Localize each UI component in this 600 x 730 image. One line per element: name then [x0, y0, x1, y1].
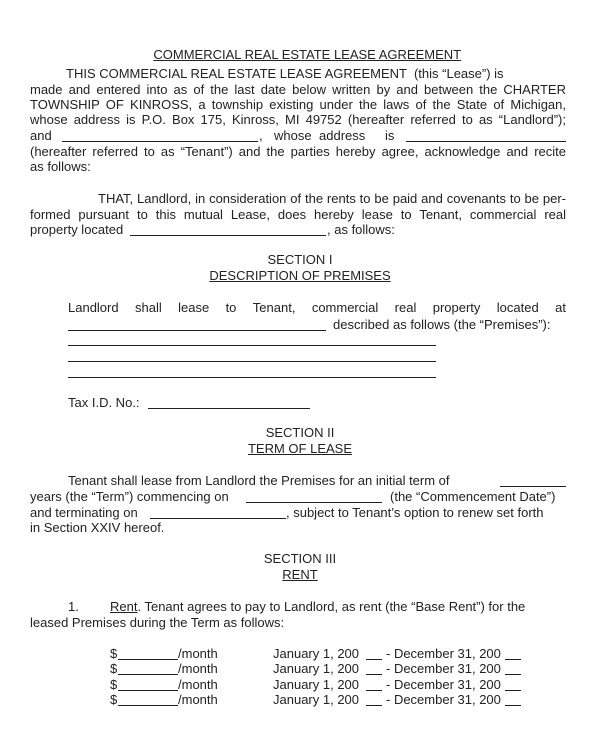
rent-line-1 [110, 599, 525, 614]
section-3-subheading: RENT [282, 567, 318, 582]
rent-start: January 1, 200 [273, 646, 360, 661]
section-1-word: property [432, 300, 481, 315]
that-line-2: formed pursuant to this mutual Lease, does hereby lease to Tenant, commercial real [30, 207, 566, 222]
rent-start-year-blank[interactable] [366, 674, 382, 675]
rent-dollar-sign: $ [110, 677, 118, 692]
document-title-text: COMMERCIAL REAL ESTATE LEASE AGREEMENT [153, 47, 462, 62]
rent-end-year-blank[interactable] [505, 690, 521, 691]
rent-dollar-sign: $ [110, 692, 118, 707]
rent-amount-blank[interactable] [118, 705, 178, 706]
rent-end-year-blank[interactable] [505, 659, 521, 660]
rent-start-year-blank[interactable] [366, 705, 382, 706]
tenant-name-blank[interactable] [62, 141, 258, 142]
commencement-date-blank[interactable] [246, 502, 382, 503]
intro-line-2: made and entered into as of the last date below written by and between the CHARTER [30, 82, 566, 97]
section-2-terminating-label: and terminating on [30, 505, 138, 520]
section-2-commencement-label: (the “Commencement Date”) [390, 489, 556, 504]
section-1-line-2: described as follows (the “Premises”): [333, 317, 551, 332]
intro-lease-ref: (this “Lease”) is [413, 66, 504, 81]
intro-line-3: TOWNSHIP OF KINROSS, a township existing under the laws of the State of Michigan, [30, 97, 566, 112]
rent-end: - December 31, 200 [386, 661, 501, 676]
intro-whose: whose [274, 128, 312, 143]
section-3-subheading-wrap [0, 567, 600, 582]
section-2-line-1: Tenant shall lease from Landlord the Premises for an initial term of [68, 473, 450, 488]
section-2-subheading: TERM OF LEASE [247, 441, 353, 456]
rent-start: January 1, 200 [273, 661, 360, 676]
rent-amount-blank[interactable] [118, 659, 178, 660]
rent-item-number: 1. [68, 599, 79, 614]
that-as-follows: , as follows: [327, 222, 395, 237]
rent-period: /month [178, 677, 218, 692]
that-line-1: THAT, Landlord, in consideration of the rents to be paid and covenants to be per- [98, 191, 566, 206]
rent-label: Rent [110, 599, 138, 614]
rent-amount-blank[interactable] [118, 690, 178, 691]
section-1-subheading: DESCRIPTION OF PREMISES [209, 268, 391, 283]
tax-id-label: Tax I.D. No.: [68, 395, 140, 410]
rent-end: - December 31, 200 [386, 646, 501, 661]
section-1-word: real [394, 300, 417, 315]
premises-description-blank-1[interactable] [68, 345, 436, 346]
rent-dollar-sign: $ [110, 661, 118, 676]
section-2-renew-text: , subject to Tenant’s option to renew set forth [286, 505, 544, 520]
section-1-heading: SECTION I [267, 252, 333, 267]
section-3-heading: SECTION III [263, 551, 337, 566]
termination-date-blank[interactable] [150, 518, 286, 519]
rent-end: - December 31, 200 [386, 692, 501, 707]
rent-end-year-blank[interactable] [505, 705, 521, 706]
that-property-label: property located [30, 222, 124, 237]
section-2-heading: SECTION II [265, 425, 335, 440]
tax-id-blank[interactable] [148, 408, 310, 409]
section-1-word: commercial [311, 300, 379, 315]
rent-amount-blank[interactable] [118, 674, 178, 675]
intro-line-6: (hereafter referred to as “Tenant”) and the parties hereby agree, acknowledge and recite [30, 144, 566, 159]
rent-dollar-sign: $ [110, 646, 118, 661]
section-1-word: Landlord [68, 300, 119, 315]
rent-end: - December 31, 200 [386, 677, 501, 692]
intro-bold-title: THIS COMMERCIAL REAL ESTATE LEASE AGREEMENT [66, 66, 407, 81]
section-2-line-4: in Section XXIV hereof. [30, 520, 165, 535]
intro-line-4: whose address is P.O. Box 175, Kinross, MI 49752 (hereafter referred to as “Landlord”); [30, 112, 566, 127]
section-2-subheading-wrap [0, 441, 600, 456]
rent-line-2: leased Premises during the Term as follows: [30, 615, 285, 630]
section-2-years-label: years (the “Term”) commencing on [30, 489, 229, 504]
intro-and-label: and [30, 128, 52, 143]
rent-period: /month [178, 661, 218, 676]
rent-start: January 1, 200 [273, 692, 360, 707]
rent-start: January 1, 200 [273, 677, 360, 692]
section-1-subheading-wrap [0, 268, 600, 283]
section-1-word: located [496, 300, 539, 315]
intro-line-1 [66, 66, 504, 81]
section-1-line-1 [68, 300, 566, 315]
rent-start-year-blank[interactable] [366, 690, 382, 691]
intro-address: address [319, 128, 366, 143]
rent-end-year-blank[interactable] [505, 674, 521, 675]
section-1-word: Tenant, [252, 300, 296, 315]
rent-line-1-text: . Tenant agrees to pay to Landlord, as rent (the “Base Rent”) for the [137, 599, 526, 614]
property-location-blank[interactable] [130, 235, 326, 236]
rent-period: /month [178, 646, 218, 661]
rent-start-year-blank[interactable] [366, 659, 382, 660]
intro-is: is [385, 128, 395, 143]
premises-description-blank-3[interactable] [68, 377, 436, 378]
premises-description-blank-2[interactable] [68, 361, 436, 362]
premises-address-blank[interactable] [68, 330, 326, 331]
section-1-word: lease [178, 300, 210, 315]
section-1-word: shall [134, 300, 162, 315]
intro-comma: , [259, 128, 263, 143]
tenant-address-blank[interactable] [406, 141, 566, 142]
section-1-word: to [225, 300, 237, 315]
initial-term-blank[interactable] [500, 486, 566, 487]
section-1-word: at [555, 300, 566, 315]
intro-line-7: as follows: [30, 159, 91, 174]
rent-period: /month [178, 692, 218, 707]
